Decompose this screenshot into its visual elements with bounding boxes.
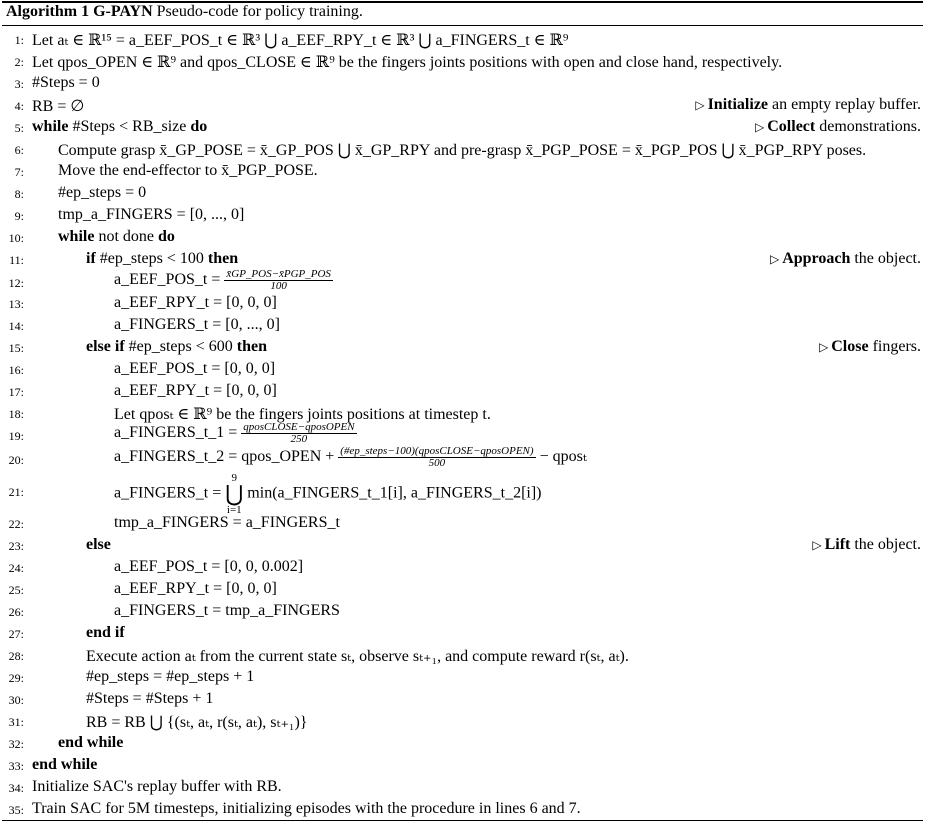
keyword: then xyxy=(207,250,239,267)
keyword: do xyxy=(158,228,175,245)
code-text: not done xyxy=(94,228,158,245)
fraction-denominator: 500 xyxy=(428,457,446,469)
comment-marker-icon: ▷ xyxy=(819,340,832,354)
code-text: a_FINGERS_t = xyxy=(114,484,226,502)
line-code xyxy=(86,338,267,356)
comment-text: an empty replay buffer. xyxy=(768,96,921,113)
code-text: a_EEF_POS_t = [0, 0, 0] xyxy=(114,360,276,377)
caption-label: Algorithm 1 G-PAYN xyxy=(6,3,153,20)
fraction-denominator: 100 xyxy=(270,280,287,292)
code-text: #Steps < RB_size xyxy=(68,118,191,135)
line-number: 12: xyxy=(8,276,24,290)
code-text-after: − qposₜ xyxy=(535,448,587,466)
line-code xyxy=(86,624,125,642)
keyword: end if xyxy=(86,624,125,641)
line-number: 26: xyxy=(8,605,24,619)
line-number: 20: xyxy=(8,453,24,467)
line-code xyxy=(32,96,84,116)
line-number: 19: xyxy=(8,429,24,443)
line-code xyxy=(86,690,213,708)
line-number: 35: xyxy=(8,803,24,817)
line-code xyxy=(114,269,333,292)
line-number: 3: xyxy=(14,77,24,91)
line-number: 13: xyxy=(8,297,24,311)
fraction-denominator: 250 xyxy=(290,433,308,445)
line-number: 34: xyxy=(8,781,24,795)
line-number: 25: xyxy=(8,583,24,597)
union-lower-limit: i=1 xyxy=(226,504,242,516)
line-number: 31: xyxy=(8,715,24,729)
code-text-after: min(a_FINGERS_t_1[i], a_FINGERS_t_2[i]) xyxy=(243,484,542,502)
code-text: Train SAC for 5M timesteps, initializing episodes with the procedure in lines 6 and 7. xyxy=(32,800,581,817)
code-text: #ep_steps < 600 xyxy=(124,338,237,355)
line-number: 10: xyxy=(8,231,24,245)
code-text: Let qposₜ ∈ ℝ⁹ be the fingers joints positions at timestep t. xyxy=(114,406,491,423)
line-code xyxy=(32,800,581,818)
comment-keyword: Lift xyxy=(824,536,851,553)
line-number: 23: xyxy=(8,539,24,553)
line-code xyxy=(32,118,207,136)
comment-keyword: Initialize xyxy=(707,96,769,113)
line-number: 11: xyxy=(9,253,24,267)
code-text: #Steps = 0 xyxy=(32,74,100,91)
keyword: end while xyxy=(32,756,98,773)
union-operator xyxy=(225,472,243,516)
line-code xyxy=(114,514,340,532)
line-code xyxy=(114,422,357,445)
code-text: Let qpos_OPEN ∈ ℝ⁹ and qpos_CLOSE ∈ ℝ⁹ be the fingers joints positions with open and close hand, respectively. xyxy=(32,54,783,71)
line-code xyxy=(114,316,280,334)
line-number: 15: xyxy=(8,341,24,355)
keyword: if xyxy=(86,250,96,267)
keyword: do xyxy=(190,118,208,135)
code-text: RB = RB ⋃ {(sₜ, aₜ, r(sₜ, aₜ), sₜ₊₁)} xyxy=(86,714,308,731)
line-code xyxy=(58,140,866,160)
comment-marker-icon: ▷ xyxy=(812,538,825,552)
line-code xyxy=(114,602,340,620)
line-number: 1: xyxy=(14,33,24,47)
comment-keyword: Collect xyxy=(767,118,816,135)
line-code xyxy=(86,646,629,666)
code-text: a_FINGERS_t = tmp_a_FINGERS xyxy=(114,602,340,619)
comment-text: demonstrations. xyxy=(815,118,921,135)
comment-marker-icon: ▷ xyxy=(755,120,768,134)
code-text: a_FINGERS_t_1 = xyxy=(114,424,242,442)
line-code xyxy=(86,536,111,554)
code-text: #ep_steps = #ep_steps + 1 xyxy=(86,668,255,685)
line-comment xyxy=(755,118,921,136)
line-code xyxy=(32,778,282,796)
code-text: a_EEF_POS_t = [0, 0, 0.002] xyxy=(114,558,304,575)
line-code xyxy=(58,206,244,224)
line-code xyxy=(86,712,307,732)
line-code xyxy=(32,52,782,72)
code-text: RB = ∅ xyxy=(32,98,85,115)
code-text: a_FINGERS_t_2 = qpos_OPEN + xyxy=(114,448,339,466)
line-code xyxy=(32,74,100,92)
code-text: Initialize SAC's replay buffer with RB. xyxy=(32,778,282,795)
line-number: 4: xyxy=(14,99,24,113)
code-text: Compute grasp x̄_GP_POSE = x̄_GP_POS ⋃ x̄_GP_RPY and pre-grasp x̄_PGP_POSE = x̄_PGP_POS ⋃ x̄_PGP_RPY poses. xyxy=(58,142,867,159)
line-code xyxy=(58,162,318,180)
comment-marker-icon: ▷ xyxy=(769,252,783,266)
keyword: while xyxy=(58,228,95,245)
code-text: a_EEF_RPY_t = [0, 0, 0] xyxy=(114,294,277,311)
fraction-numerator: qposCLOSE−qposOPEN xyxy=(243,421,355,433)
line-code xyxy=(114,580,277,598)
line-number: 18: xyxy=(8,407,24,421)
fraction xyxy=(241,422,356,445)
line-code xyxy=(58,734,123,752)
line-comment xyxy=(812,536,921,554)
bottom-rule xyxy=(2,820,923,821)
union-upper-limit: 9 xyxy=(231,472,238,484)
comment-keyword: Approach xyxy=(782,250,851,267)
line-comment xyxy=(770,250,921,268)
keyword: else xyxy=(86,536,111,553)
code-text: a_FINGERS_t = [0, ..., 0] xyxy=(114,316,280,333)
line-code xyxy=(114,558,303,576)
code-text: Move the end-effector to x̄_PGP_POSE. xyxy=(58,162,318,179)
line-number: 29: xyxy=(8,671,24,685)
keyword: end while xyxy=(58,734,124,751)
code-text: tmp_a_FINGERS = a_FINGERS_t xyxy=(114,514,340,531)
line-number: 2: xyxy=(14,55,24,69)
line-number: 28: xyxy=(8,649,24,663)
line-code xyxy=(86,250,238,268)
line-number: 16: xyxy=(8,363,24,377)
line-comment xyxy=(819,338,921,356)
line-number: 30: xyxy=(8,693,24,707)
line-number: 14: xyxy=(8,319,24,333)
line-code xyxy=(32,756,97,774)
line-number: 5: xyxy=(14,121,24,135)
fraction-numerator: x̄GP_POS−x̄PGP_POS xyxy=(226,268,331,280)
code-text: Let aₜ ∈ ℝ¹⁵ = a_EEF_POS_t ∈ ℝ³ ⋃ a_EEF_RPY_t ∈ ℝ³ ⋃ a_FINGERS_t ∈ ℝ⁹ xyxy=(32,32,569,49)
code-text: #ep_steps = 0 xyxy=(58,184,147,201)
line-number: 9: xyxy=(14,209,24,223)
line-number: 8: xyxy=(14,187,24,201)
line-code xyxy=(114,360,275,378)
line-code xyxy=(114,294,277,312)
line-comment xyxy=(695,96,921,114)
code-text: a_EEF_RPY_t = [0, 0, 0] xyxy=(114,382,277,399)
code-text: Execute action aₜ from the current state sₜ, observe sₜ₊₁, and compute reward r(sₜ, aₜ). xyxy=(86,648,629,665)
line-code xyxy=(58,228,175,246)
keyword: while xyxy=(32,118,69,135)
line-number: 22: xyxy=(8,517,24,531)
line-number: 33: xyxy=(8,759,24,773)
line-number: 17: xyxy=(8,385,24,399)
line-number: 7: xyxy=(14,165,24,179)
line-code xyxy=(32,30,568,50)
fraction xyxy=(338,446,535,469)
line-number: 21: xyxy=(8,485,24,499)
code-text: #Steps = #Steps + 1 xyxy=(86,690,214,707)
line-code xyxy=(86,668,254,686)
line-number: 24: xyxy=(8,561,24,575)
caption-rule xyxy=(2,25,923,26)
comment-text: fingers. xyxy=(868,338,921,355)
line-code xyxy=(114,382,277,400)
comment-keyword: Close xyxy=(831,338,869,355)
line-number: 6: xyxy=(14,143,24,157)
code-text: tmp_a_FINGERS = [0, ..., 0] xyxy=(58,206,245,223)
keyword: else if xyxy=(86,338,125,355)
comment-text: the object. xyxy=(850,250,921,267)
comment-text: the object. xyxy=(850,536,921,553)
line-number: 27: xyxy=(8,627,24,641)
comment-marker-icon: ▷ xyxy=(695,98,708,112)
algorithm-caption xyxy=(6,3,363,21)
line-code xyxy=(58,184,146,202)
code-text: #ep_steps < 100 xyxy=(95,250,208,267)
fraction-numerator: (#ep_steps−100)(qposCLOSE−qposOPEN) xyxy=(340,445,534,457)
keyword: then xyxy=(236,338,268,355)
line-code xyxy=(114,472,542,516)
line-code xyxy=(114,446,587,469)
code-text: a_EEF_RPY_t = [0, 0, 0] xyxy=(114,580,277,597)
union-symbol: ⋃ xyxy=(225,481,244,506)
fraction xyxy=(224,269,333,292)
caption-text: Pseudo-code for policy training. xyxy=(152,3,363,20)
line-number: 32: xyxy=(8,737,24,751)
code-text: a_EEF_POS_t = xyxy=(114,271,225,289)
